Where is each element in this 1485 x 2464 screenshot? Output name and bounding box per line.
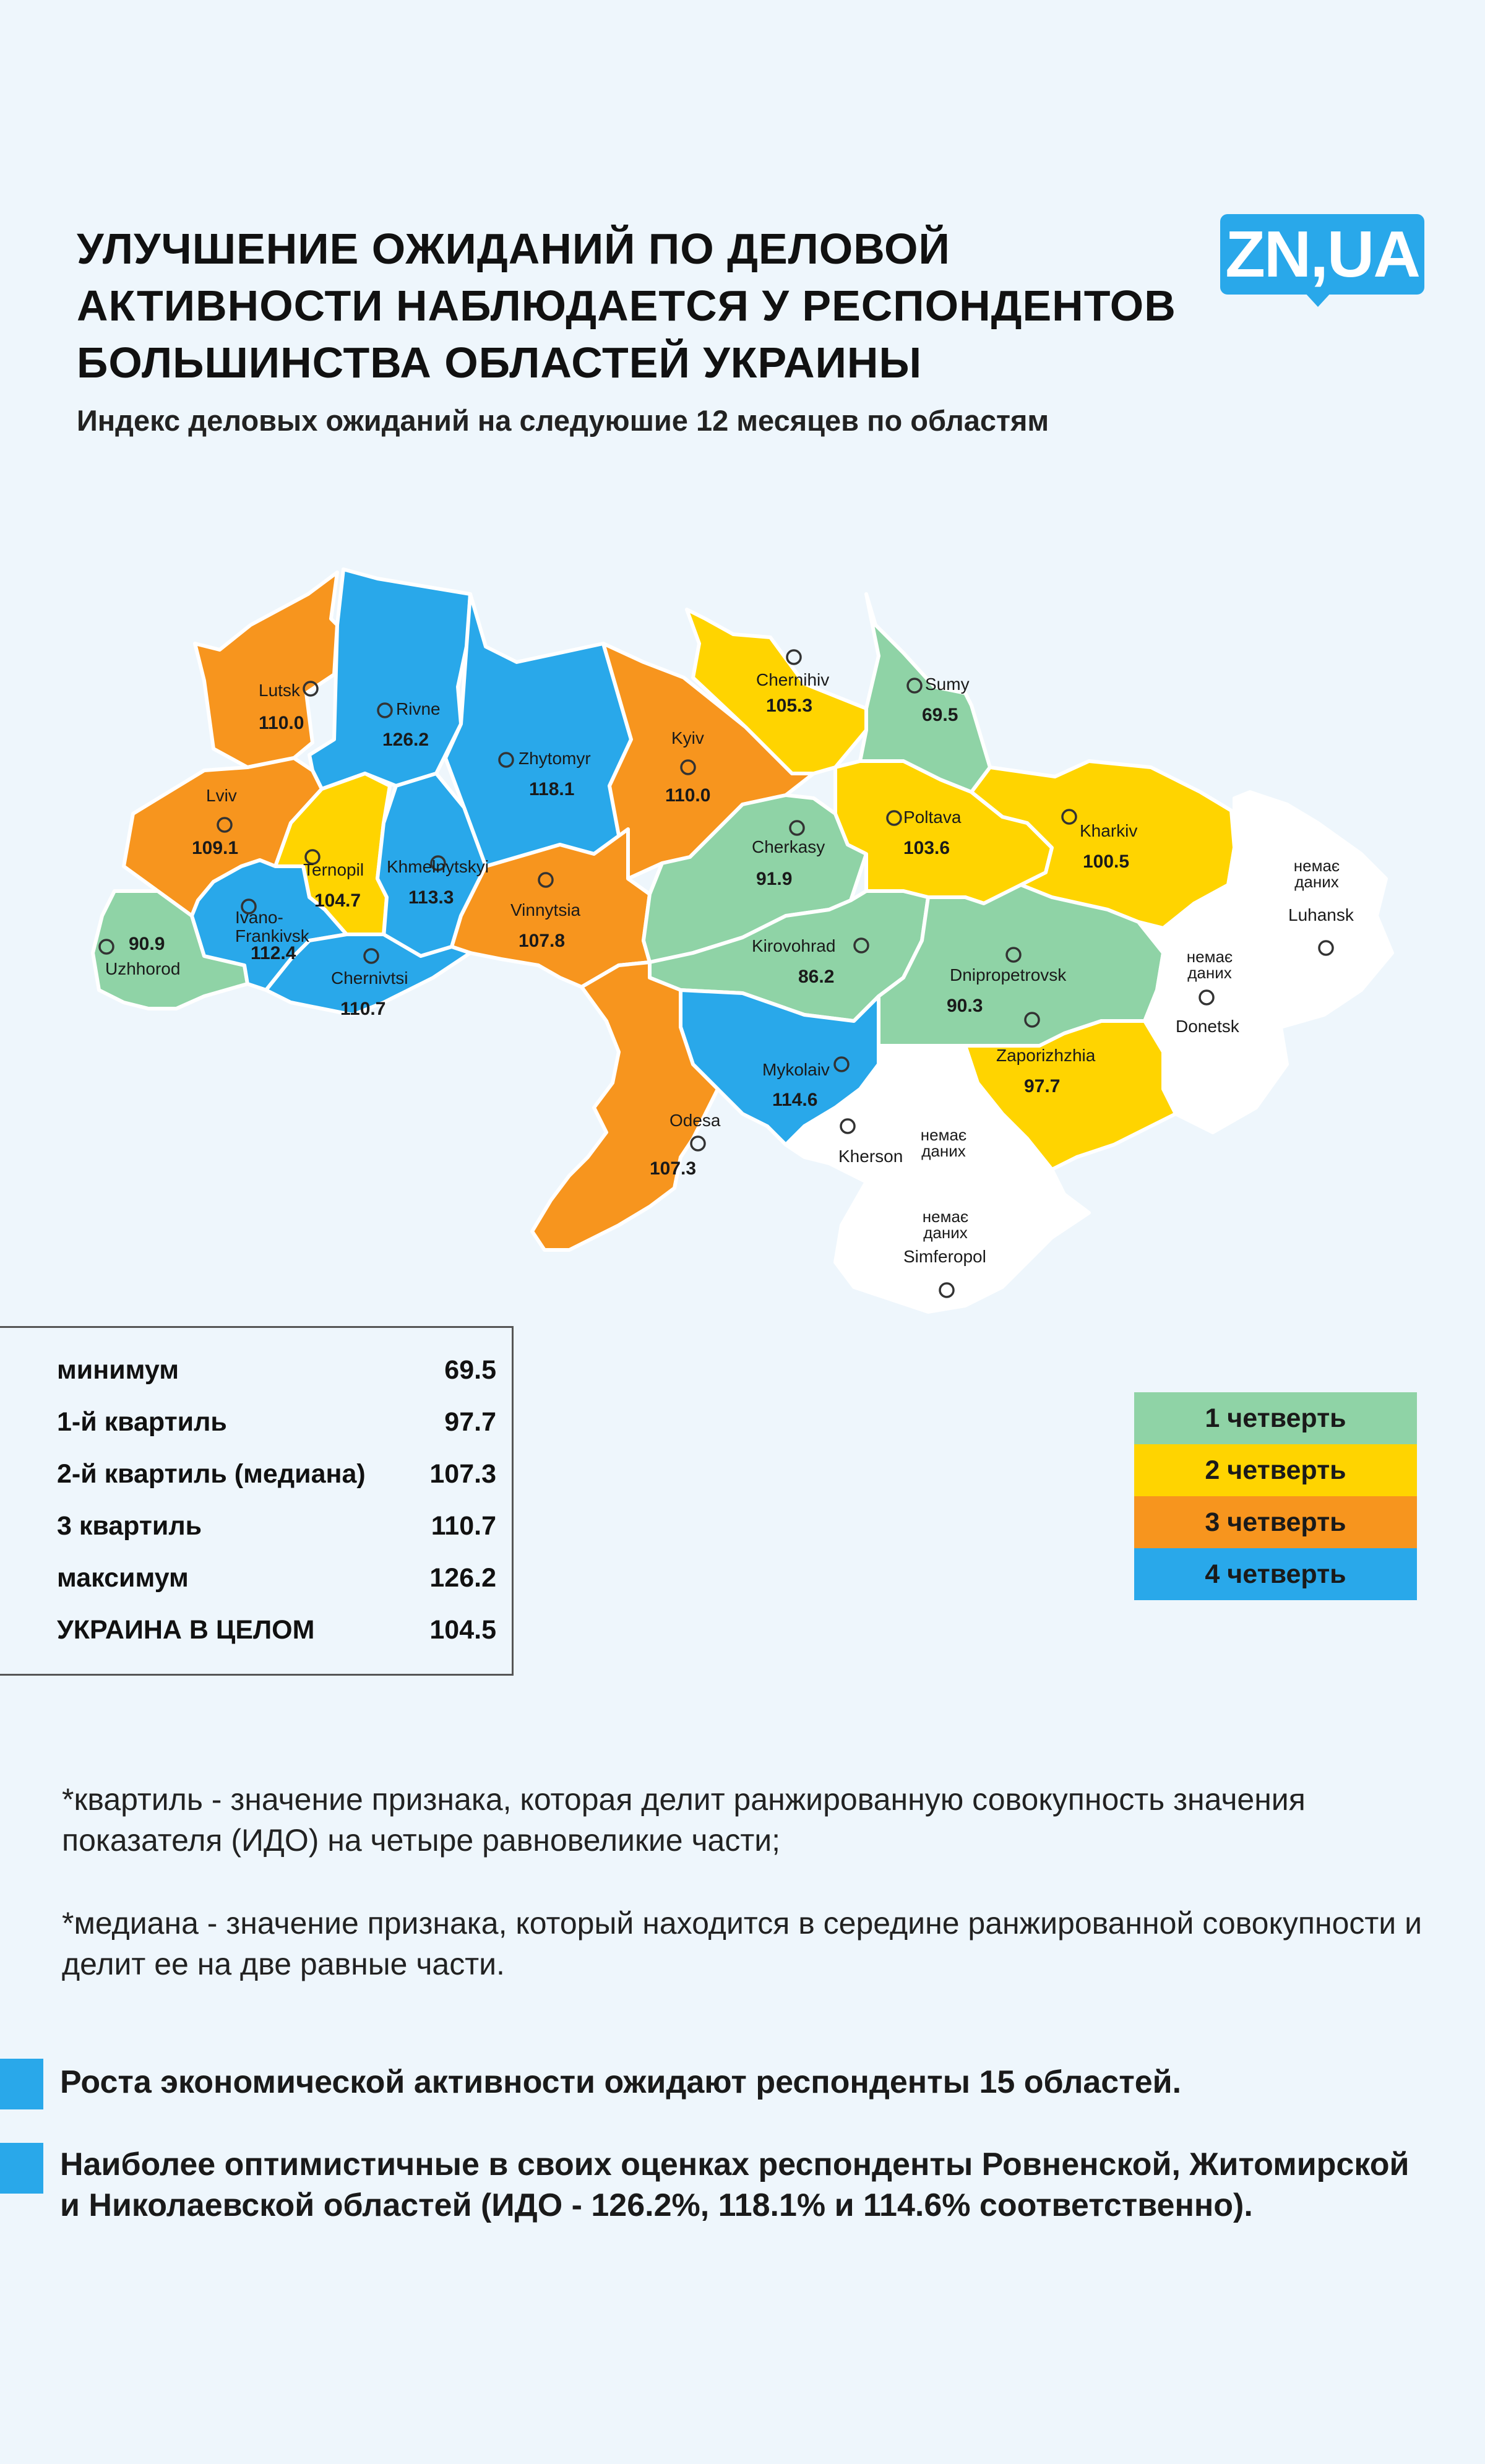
bullet-marker xyxy=(0,2059,43,2109)
region-name-kharkiv: Kharkiv xyxy=(1080,821,1138,840)
region-name-kyiv: Kyiv xyxy=(671,728,704,747)
stat-value: 69.5 xyxy=(444,1355,496,1385)
region-value-odesa: 107.3 xyxy=(650,1158,697,1179)
legend-item-q3: 3 четверть xyxy=(1134,1496,1417,1548)
quartile-legend xyxy=(1134,1392,1417,1600)
region-zhytomyr xyxy=(446,594,631,866)
stat-label: 1-й квартиль xyxy=(57,1407,227,1437)
region-name-sumy: Sumy xyxy=(925,674,970,694)
quartile-note: *квартиль - значение признака, которая делит ранжированную совокупность значения показателя (ИДО) на четыре равновеликие части; xyxy=(62,1782,1306,1858)
median-note: *медиана - значение признака, который находится в середине ранжированной совокупности и делит ее на две равные части. xyxy=(62,1906,1423,1981)
stat-label: максимум xyxy=(57,1563,189,1593)
region-name-ternopil: Ternopil xyxy=(303,860,364,879)
region-value-dnipropetrovsk: 90.3 xyxy=(947,996,983,1016)
region-value-uzhhorod: 90.9 xyxy=(129,934,165,954)
page-title: УЛУЧШЕНИЕ ОЖИДАНИЙ ПО ДЕЛОВОЙ АКТИВНОСТИ НАБЛЮДАЕТСЯ У РЕСПОНДЕНТОВ БОЛЬШИНСТВА ОБЛАСТЕЙ УКРАИНЫ xyxy=(77,225,1176,387)
region-name-poltava: Poltava xyxy=(903,808,962,827)
region-name-lutsk: Lutsk xyxy=(259,681,300,700)
no-data-label: даних xyxy=(923,1223,968,1242)
stat-value: 107.3 xyxy=(429,1459,496,1489)
no-data-label: даних xyxy=(921,1142,966,1160)
region-name-zaporizhzhia: Zaporizhzhia xyxy=(996,1046,1096,1065)
region-name-kherson: Kherson xyxy=(838,1147,903,1166)
region-name-odesa: Odesa xyxy=(669,1111,721,1130)
stat-label: УКРАИНА В ЦЕЛОМ xyxy=(57,1615,315,1645)
region-value-chernihiv: 105.3 xyxy=(766,696,813,716)
region-name-mykolaiv: Mykolaiv xyxy=(762,1060,830,1079)
no-data-label: немає xyxy=(1293,856,1340,875)
region-value-vinnytsia: 107.8 xyxy=(519,931,566,951)
region-value-kharkiv: 100.5 xyxy=(1083,851,1130,872)
region-name-cherkasy: Cherkasy xyxy=(752,837,825,856)
no-data-label: даних xyxy=(1187,963,1232,982)
stat-label: 2-й квартиль (медиана) xyxy=(57,1459,366,1489)
page-subtitle: Индекс деловых ожиданий на следуюшие 12 месяцев по областям xyxy=(77,404,1049,437)
stat-value: 97.7 xyxy=(444,1407,496,1437)
legend-item-q4: 4 четверть xyxy=(1134,1548,1417,1600)
region-value-khmelnytskyi: 113.3 xyxy=(408,887,454,908)
region-name-lviv: Lviv xyxy=(206,786,237,805)
stat-label: минимум xyxy=(57,1355,179,1385)
region-value-zaporizhzhia: 97.7 xyxy=(1024,1076,1061,1096)
stat-row-q3 xyxy=(57,1504,496,1548)
region-value-sumy: 69.5 xyxy=(922,705,958,725)
region-name-khmelnytskyi: Khmelnytskyi xyxy=(387,857,489,876)
region-name-chernivtsi: Chernivtsi xyxy=(331,968,408,988)
region-value-lutsk: 110.0 xyxy=(259,713,304,733)
region-value-ternopil: 104.7 xyxy=(314,890,361,911)
stat-value: 110.7 xyxy=(431,1511,496,1541)
region-name-zhytomyr: Zhytomyr xyxy=(519,749,591,768)
stat-row-maximum xyxy=(57,1556,496,1600)
no-data-label: немає xyxy=(1186,947,1233,966)
region-name-chernihiv: Chernihiv xyxy=(756,670,830,689)
region-name-donetsk: Donetsk xyxy=(1176,1017,1239,1036)
no-data-label: немає xyxy=(922,1207,969,1226)
stat-label: 3 квартиль xyxy=(57,1511,202,1541)
region-name-rivne: Rivne xyxy=(396,699,441,718)
no-data-label: даних xyxy=(1294,872,1339,891)
bullet-marker xyxy=(0,2143,43,2194)
bullet-optimistic-regions: Наиболее оптимистичные в своих оценках респонденты Ровненской, Житомирской и Николаевской областей (ИДО - 126.2%, 118.1% и 114.6% соответственно). xyxy=(60,2147,1410,2223)
region-name-luhansk: Luhansk xyxy=(1288,905,1354,924)
stat-value: 104.5 xyxy=(429,1615,496,1645)
region-value-poltava: 103.6 xyxy=(903,838,950,858)
region-value-mykolaiv: 114.6 xyxy=(772,1090,818,1110)
city-marker-icon xyxy=(787,650,801,664)
region-name-simferopol: Simferopol xyxy=(903,1247,986,1266)
region-name-vinnytsia: Vinnytsia xyxy=(510,900,581,920)
stat-row-minimum xyxy=(57,1348,496,1392)
city-marker-icon xyxy=(691,1137,705,1150)
legend-item-q2: 2 четверть xyxy=(1134,1444,1417,1496)
logo-text: ZN,UA xyxy=(1220,214,1424,295)
stat-value: 126.2 xyxy=(429,1563,496,1593)
stats-table xyxy=(0,1326,514,1676)
region-name-ivano-frankivsk: Ivano- xyxy=(235,908,283,927)
region-value-kirovohrad: 86.2 xyxy=(798,967,835,987)
legend-item-q1: 1 четверть xyxy=(1134,1392,1417,1444)
bullet-growth-regions: Роста экономической активности ожидают респонденты 15 областей. xyxy=(60,2064,1182,2100)
region-name-ivano-frankivsk: Frankivsk xyxy=(235,926,309,946)
stat-row-ukraine-total xyxy=(57,1608,496,1652)
region-value-zhytomyr: 118.1 xyxy=(529,779,575,799)
region-value-ivano-frankivsk: 112.4 xyxy=(251,943,296,963)
region-value-kyiv: 110.0 xyxy=(665,785,711,806)
region-name-uzhhorod: Uzhhorod xyxy=(105,959,181,978)
no-data-label: немає xyxy=(920,1126,967,1144)
region-value-lviv: 109.1 xyxy=(192,838,239,858)
region-value-rivne: 126.2 xyxy=(382,730,429,750)
region-name-dnipropetrovsk: Dnipropetrovsk xyxy=(950,965,1067,984)
region-name-kirovohrad: Kirovohrad xyxy=(752,936,836,955)
stat-row-q2-median xyxy=(57,1452,496,1496)
stat-row-q1 xyxy=(57,1400,496,1444)
region-value-cherkasy: 91.9 xyxy=(756,869,793,889)
region-lutsk xyxy=(195,572,337,767)
region-value-chernivtsi: 110.7 xyxy=(340,999,386,1019)
